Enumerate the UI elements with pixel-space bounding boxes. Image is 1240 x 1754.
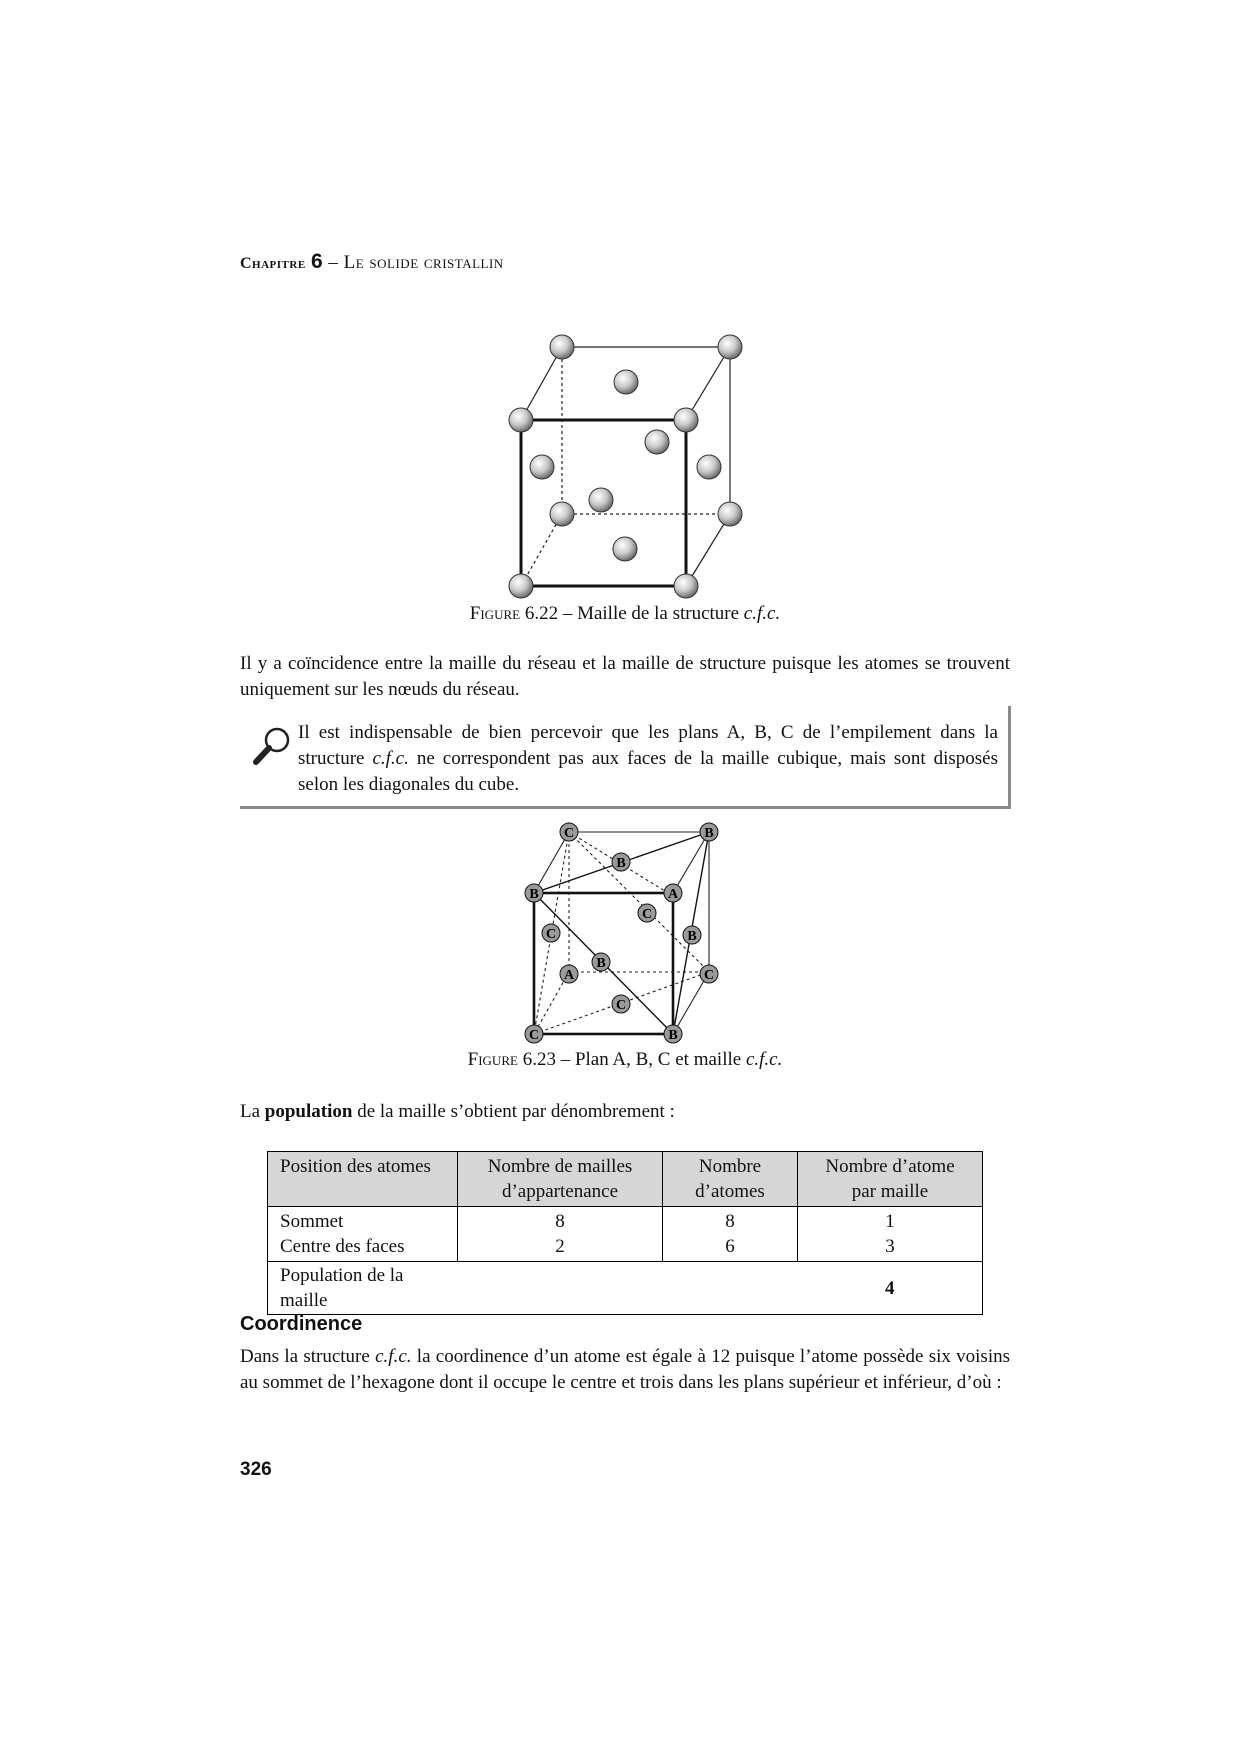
atom-corner <box>550 502 574 526</box>
svg-text:B: B <box>668 1028 678 1043</box>
atom-corner <box>718 335 742 359</box>
atom-front-bottom-right <box>664 1025 682 1043</box>
svg-text:B: B <box>529 887 539 902</box>
atom-left-face <box>542 924 560 942</box>
svg-text:A: A <box>563 968 575 983</box>
population-table <box>267 1151 983 1315</box>
atom-front-face <box>592 953 610 971</box>
table-row <box>268 1207 983 1235</box>
atom-face-center <box>614 370 638 394</box>
svg-text:B: B <box>616 856 626 871</box>
table-cell: Sommet <box>268 1207 458 1235</box>
figure-6-23-abc-planes <box>520 818 730 1048</box>
table-cell: 2 <box>458 1234 663 1262</box>
table-cell: 8 <box>458 1207 663 1235</box>
table-row <box>268 1234 983 1262</box>
atom-back-top-left <box>560 823 578 841</box>
svg-text:C: C <box>641 907 653 922</box>
total-label: Population de la maille <box>268 1262 458 1315</box>
atom-back-top-right <box>700 823 718 841</box>
table-cell: 8 <box>663 1207 798 1235</box>
atom-corner <box>550 335 574 359</box>
figure-6-22-fcc-cell <box>490 325 760 605</box>
svg-text:C: C <box>528 1028 540 1043</box>
remark-box <box>240 706 1011 809</box>
table-header-cell: Position des atomes <box>268 1152 458 1207</box>
chapter-number: 6 <box>310 250 324 273</box>
atom-corner <box>674 574 698 598</box>
chapter-word: Chapitre <box>240 255 306 272</box>
svg-text:C: C <box>703 968 715 983</box>
table-cell: Centre des faces <box>268 1234 458 1262</box>
atom-front-top-left <box>525 884 543 902</box>
svg-text:C: C <box>545 927 557 942</box>
figure-6-23-caption: Figure 6.23 – Plan A, B, C et maille c.f.c. <box>467 1049 783 1070</box>
svg-text:B: B <box>596 956 606 971</box>
svg-text:C: C <box>615 998 627 1013</box>
atom-face-center <box>613 537 637 561</box>
paragraph-population: La population de la maille s’obtient par dénombrement : <box>240 1101 675 1122</box>
atom-corner <box>674 408 698 432</box>
svg-text:B: B <box>704 826 714 841</box>
page-number: 326 <box>240 1459 272 1480</box>
table-header-cell: Nombre d’atome par maille <box>798 1152 983 1207</box>
atom-back-bottom-left <box>560 965 578 983</box>
magnifier-icon <box>250 724 294 768</box>
chapter-title: Le solide cristallin <box>343 252 504 273</box>
table-cell: 3 <box>798 1234 983 1262</box>
atom-front-top-right <box>664 884 682 902</box>
svg-text:C: C <box>563 826 575 841</box>
atom-corner <box>718 502 742 526</box>
svg-text:A: A <box>667 887 679 902</box>
atom-front-bottom-left <box>525 1025 543 1043</box>
atom-face-center <box>589 488 613 512</box>
atom-bottom-face <box>612 995 630 1013</box>
atom-back-bottom-right <box>700 965 718 983</box>
table-header-row <box>268 1152 983 1207</box>
running-head <box>240 250 504 274</box>
atom-top-face <box>612 853 630 871</box>
atom-face-center <box>530 455 554 479</box>
table-cell: 1 <box>798 1207 983 1235</box>
atom-corner <box>509 574 533 598</box>
atom-right-face <box>683 926 701 944</box>
svg-text:B: B <box>687 929 697 944</box>
figure-6-22-caption: Figure 6.22 – Maille de la structure c.f.c. <box>469 603 781 624</box>
atom-face-center <box>697 455 721 479</box>
section-heading: Coordinence <box>240 1313 363 1335</box>
atom-corner <box>509 408 533 432</box>
table-header-cell: Nombre de mailles d’appartenance <box>458 1152 663 1207</box>
remark-text: Il est indispensable de bien percevoir que les plans A, B, C de l’empilement dans la structure c.f.c. ne correspondent pas aux faces de la maille cubique, mais sont disposés selon les diagonales du cube. <box>298 722 998 795</box>
atom-back-face <box>638 904 656 922</box>
paragraph-coordinence: Dans la structure c.f.c. la coordinence d’un atome est égale à 12 puisque l’atome possède six voisins au sommet de l’hexagone dont il occupe le centre et trois dans les plans supérieur et inférieur, d’où : <box>240 1346 1011 1393</box>
paragraph-coincidence: Il y a coïncidence entre la maille du réseau et la maille de structure puisque les atomes se trouvent uniquement sur les nœuds du réseau. <box>240 653 1010 700</box>
running-head-separator: – <box>323 252 344 273</box>
total-value: 4 <box>798 1262 983 1315</box>
table-cell: 6 <box>663 1234 798 1262</box>
atom-face-center <box>645 430 669 454</box>
table-header-cell: Nombre d’atomes <box>663 1152 798 1207</box>
table-total-row <box>268 1262 983 1315</box>
